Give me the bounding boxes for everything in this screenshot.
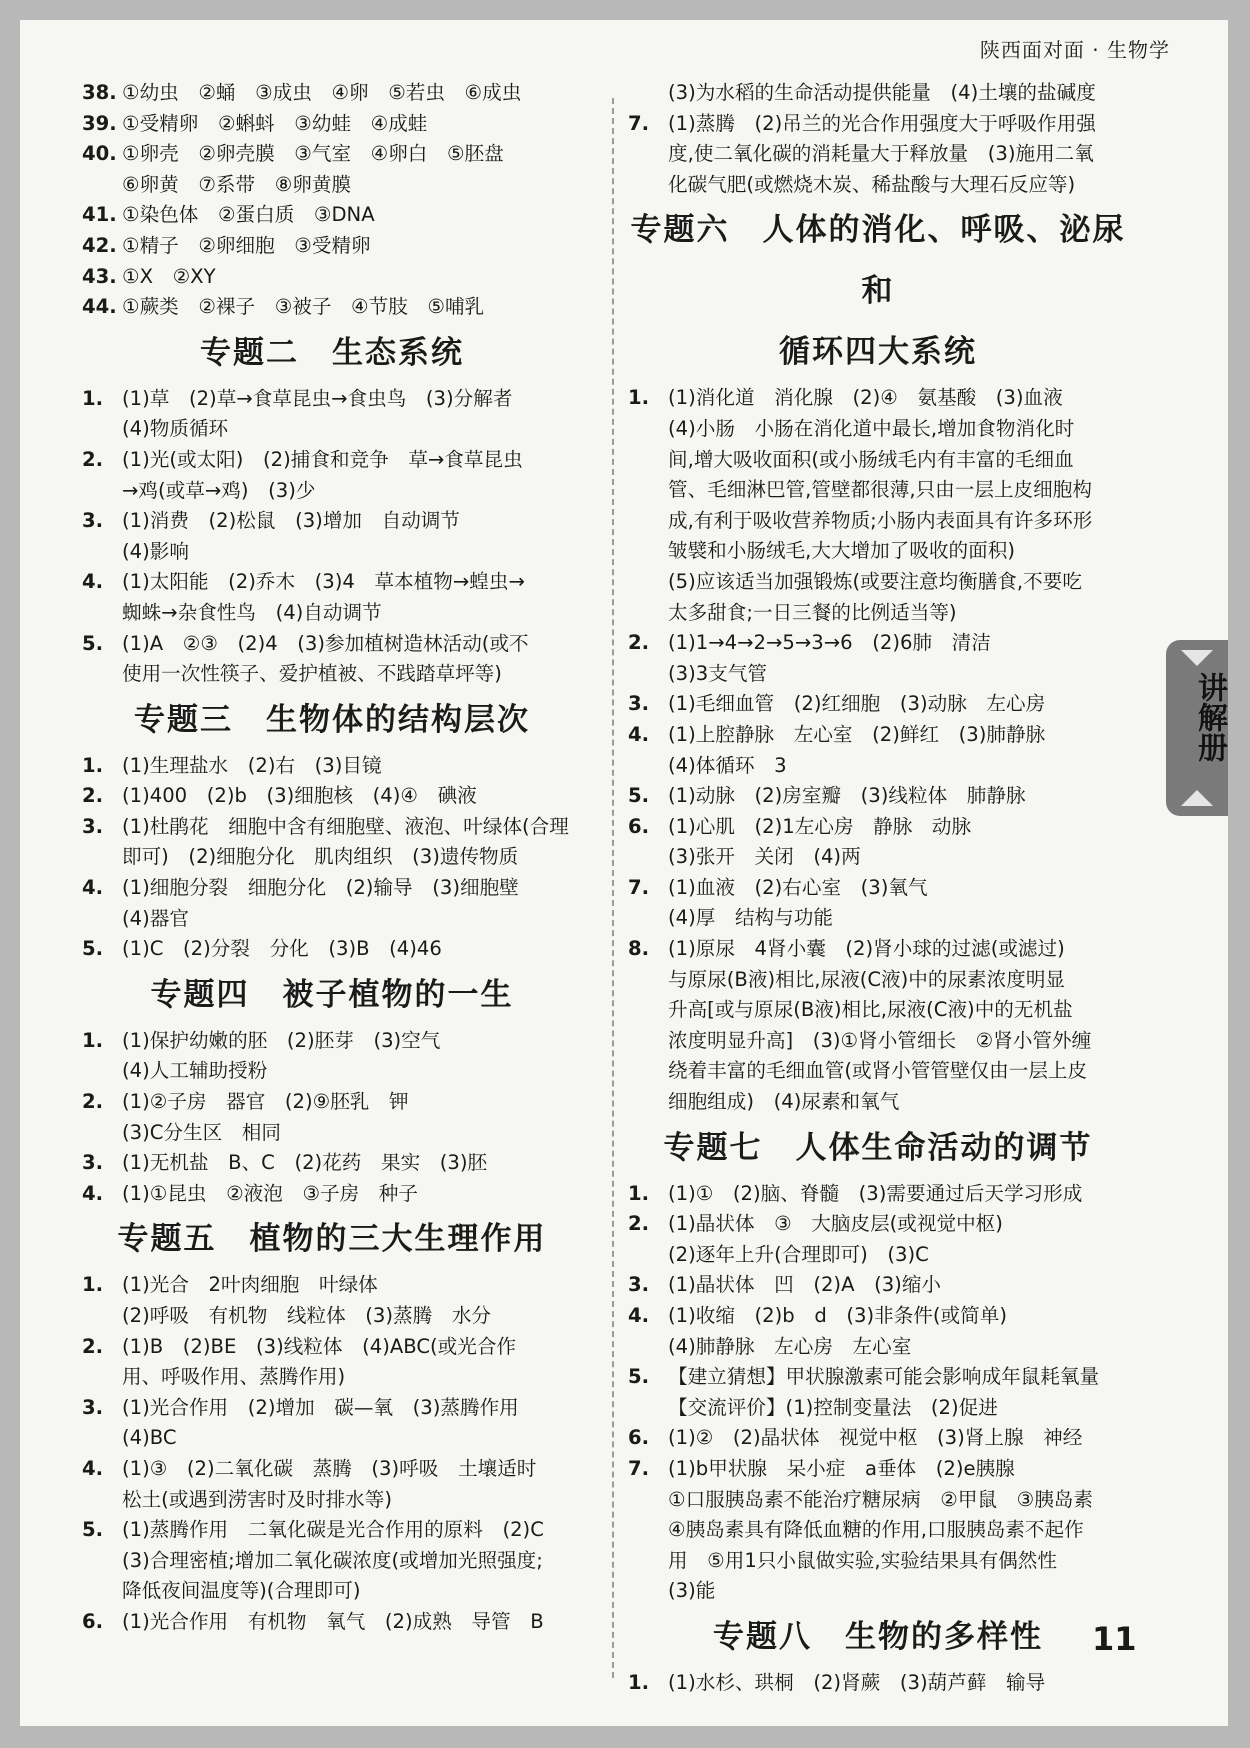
section-heading: 专题四 被子植物的一生 (150, 976, 514, 1013)
answer-text (668, 781, 1128, 812)
answer-line: 使用一次性筷子、爱护植被、不践踏草坪等) (122, 662, 502, 686)
answer-line: 与原尿(B液)相比,尿液(C液)中的尿素浓度明显 (668, 967, 1066, 991)
answer-text (668, 628, 1128, 689)
answer-line: (1)收缩 (2)b d (3)非条件(或简单) (668, 1304, 1007, 1327)
question-number: 1. (82, 1273, 104, 1297)
answer-text (122, 109, 582, 140)
answer-item (628, 1362, 1128, 1423)
question-number: 2. (628, 631, 650, 655)
answer-text (122, 1607, 582, 1638)
answer-item (628, 1301, 1128, 1362)
answer-line: 度,使二氧化碳的消耗量大于释放量 (3)施用二氧 (668, 142, 1094, 166)
question-number: 1. (628, 1181, 650, 1205)
answer-item (82, 1148, 582, 1179)
answer-item (82, 506, 582, 567)
answer-item (628, 873, 1128, 934)
answer-line: (1)蒸腾作用 二氧化碳是光合作用的原料 (2)C (122, 1518, 544, 1542)
answer-line: (1)光(或太阳) (2)捕食和竞争 草→食草昆虫 (122, 447, 523, 471)
question-number: 7. (628, 875, 650, 899)
answer-text (668, 1454, 1128, 1607)
answer-text (122, 1270, 582, 1331)
answer-item (82, 1332, 582, 1393)
question-number: 2. (82, 1334, 104, 1358)
answer-text (122, 781, 582, 812)
answer-text (122, 384, 582, 445)
page-header: 陕西面对面 · 生物学 (979, 38, 1170, 62)
answer-item (82, 262, 582, 293)
answer-text (668, 812, 1128, 873)
question-number: 4. (82, 570, 104, 594)
answer-item (82, 781, 582, 812)
answer-text (122, 231, 582, 262)
answer-line: (1)杜鹃花 细胞中含有细胞壁、液泡、叶绿体(合理 (122, 814, 569, 838)
answer-item (628, 720, 1128, 781)
page-number: 11 (1092, 1620, 1137, 1658)
answer-item (628, 812, 1128, 873)
question-number: 5. (82, 1518, 104, 1542)
answer-line: (1)无机盐 B、C (2)花药 果实 (3)胚 (122, 1151, 488, 1175)
answer-item (82, 567, 582, 628)
answer-line: 太多甜食;一日三餐的比例适当等) (668, 600, 957, 624)
answer-item (628, 1668, 1128, 1699)
answer-line: (1)A ②③ (2)4 (3)参加植树造林活动(或不 (122, 631, 529, 655)
question-number: 2. (628, 1212, 650, 1236)
answer-text (122, 1454, 582, 1515)
answer-line: (4)小肠 小肠在消化道中最长,增加食物消化时 (668, 416, 1075, 440)
section-heading: 专题三 生物体的结构层次 (134, 701, 530, 738)
question-number: 3. (82, 814, 104, 838)
left-column (82, 78, 582, 1638)
answer-item (628, 1179, 1128, 1210)
answer-item (82, 1179, 582, 1210)
question-number (628, 78, 668, 109)
answer-line: (3)C分生区 相同 (122, 1120, 281, 1144)
answer-text (668, 1362, 1128, 1423)
section-heading: 专题七 人体生命活动的调节 (663, 1129, 1093, 1166)
answer-line: ①X ②XY (122, 264, 216, 288)
question-number: 6. (628, 1426, 650, 1450)
answer-line: 降低夜间温度等)(合理即可) (122, 1579, 361, 1603)
answer-line: (1)② (2)晶状体 视觉中枢 (3)肾上腺 神经 (668, 1426, 1083, 1450)
arrow-down-icon (1181, 790, 1213, 806)
answer-line: (1)③ (2)二氧化碳 蒸腾 (3)呼吸 土壤适时 (122, 1456, 537, 1480)
answer-item (628, 1423, 1128, 1454)
answer-text (122, 1026, 582, 1087)
answer-line: (4)人工辅助授粉 (122, 1059, 268, 1083)
answer-line: (1)②子房 器官 (2)⑨胚乳 钾 (122, 1090, 409, 1114)
answer-line: 绕着丰富的毛细血管(或肾小管管壁仅由一层上皮 (668, 1059, 1088, 1083)
answer-item (82, 445, 582, 506)
answer-line: 细胞组成) (4)尿素和氧气 (668, 1090, 900, 1114)
answer-item (82, 934, 582, 965)
question-number: 4. (628, 722, 650, 746)
answer-item (82, 629, 582, 690)
answer-line: (1)光合 2叶肉细胞 叶绿体 (122, 1273, 378, 1297)
question-number: 43. (82, 264, 117, 288)
answer-item (82, 384, 582, 445)
answer-line: 管、毛细淋巴管,管壁都很薄,只由一层上皮细胞构 (668, 478, 1092, 502)
question-number: 8. (628, 937, 650, 961)
question-number: 1. (82, 386, 104, 410)
answer-text (122, 934, 582, 965)
side-tab-label: 讲解册 (1192, 672, 1227, 762)
question-number: 42. (82, 233, 117, 257)
answer-text (122, 1393, 582, 1454)
answer-line: (1)蒸腾 (2)吊兰的光合作用强度大于呼吸作用强 (668, 111, 1096, 135)
answer-item (82, 139, 582, 200)
section-heading: 专题二 生态系统 (200, 334, 464, 371)
arrow-up-icon (1181, 650, 1213, 666)
answer-text (122, 445, 582, 506)
section-heading: 循环四大系统 (779, 334, 977, 371)
answer-line: (4)体循环 3 (668, 753, 787, 777)
answer-text (668, 720, 1128, 781)
answer-line: (1)动脉 (2)房室瓣 (3)线粒体 肺静脉 (668, 784, 1026, 808)
question-number: 3. (82, 509, 104, 533)
answer-line: (4)器官 (122, 906, 189, 930)
answer-text (122, 812, 582, 873)
answer-line: ①口服胰岛素不能治疗糖尿病 ②甲鼠 ③胰岛素 (668, 1487, 1093, 1511)
column-divider (612, 98, 614, 1678)
answer-line: (1)心肌 (2)1左心房 静脉 动脉 (668, 814, 972, 838)
answer-line: (4)厚 结构与功能 (668, 906, 833, 930)
question-number: 1. (628, 1670, 650, 1694)
question-number: 3. (82, 1395, 104, 1419)
question-number: 6. (82, 1609, 104, 1633)
answer-text (122, 200, 582, 231)
answer-text (122, 139, 582, 200)
answer-item (82, 1454, 582, 1515)
answer-line: (1)消费 (2)松鼠 (3)增加 自动调节 (122, 509, 460, 533)
question-number: 2. (82, 1090, 104, 1114)
answer-line: (3)为水稻的生命活动提供能量 (4)土壤的盐碱度 (668, 81, 1096, 104)
question-number: 7. (628, 1456, 650, 1480)
answer-line: (3)张开 关闭 (4)两 (668, 845, 861, 869)
answer-line: (1)1→4→2→5→3→6 (2)6肺 清洁 (668, 631, 991, 655)
answer-item (628, 689, 1128, 720)
answer-line: (1)C (2)分裂 分化 (3)B (4)46 (122, 937, 442, 961)
answer-line: (2)逐年上升(合理即可) (3)C (668, 1242, 929, 1266)
answer-item (82, 1515, 582, 1607)
answer-text (668, 1423, 1128, 1454)
question-number: 3. (82, 1151, 104, 1175)
answer-line: (4)肺静脉 左心房 左心室 (668, 1334, 912, 1358)
answer-line: 浓度明显升高] (3)①肾小管细长 ②肾小管外缠 (668, 1028, 1092, 1052)
answer-line: ①染色体 ②蛋白质 ③DNA (122, 203, 375, 227)
question-number: 6. (628, 814, 650, 838)
answer-item (628, 78, 1128, 109)
answer-item (628, 109, 1128, 201)
answer-text (122, 751, 582, 782)
answer-line: (1)光合作用 有机物 氧气 (2)成熟 导管 B (122, 1609, 544, 1633)
question-number: 41. (82, 203, 117, 227)
answer-line: ⑥卵黄 ⑦系带 ⑧卵黄膜 (122, 172, 352, 196)
answer-line: (4)影响 (122, 539, 189, 563)
answer-line: (1)① (2)脑、脊髓 (3)需要通过后天学习形成 (668, 1181, 1083, 1205)
question-number: 7. (628, 111, 650, 135)
answer-text (122, 78, 582, 109)
answer-line: 松土(或遇到涝害时及时排水等) (122, 1487, 393, 1511)
answer-line: (1)①昆虫 ②液泡 ③子房 种子 (122, 1181, 418, 1205)
answer-line: ④胰岛素具有降低血糖的作用,口服胰岛素不起作 (668, 1518, 1084, 1542)
answer-line: (1)水杉、珙桐 (2)肾蕨 (3)葫芦藓 输导 (668, 1670, 1046, 1694)
answer-item (82, 812, 582, 873)
answer-item (82, 873, 582, 934)
answer-item (82, 1026, 582, 1087)
answer-line: ①精子 ②卵细胞 ③受精卵 (122, 233, 371, 257)
question-number: 3. (628, 1273, 650, 1297)
question-number: 5. (628, 1365, 650, 1389)
answer-line: (1)400 (2)b (3)细胞核 (4)④ 碘液 (122, 784, 477, 808)
question-number: 3. (628, 692, 650, 716)
answer-line: 即可) (2)细胞分化 肌肉组织 (3)遗传物质 (122, 845, 519, 869)
answer-line: 用、呼吸作用、蒸腾作用) (122, 1365, 346, 1389)
question-number: 4. (82, 1181, 104, 1205)
answer-item (628, 934, 1128, 1118)
answer-item (82, 751, 582, 782)
answer-line: (1)晶状体 凹 (2)A (3)缩小 (668, 1273, 942, 1297)
answer-line: 用 ⑤用1只小鼠做实验,实验结果具有偶然性 (668, 1548, 1057, 1572)
answer-text (668, 1209, 1128, 1270)
answer-text (668, 1270, 1128, 1301)
answer-text (668, 934, 1128, 1118)
answer-text (668, 1179, 1128, 1210)
answer-line: ①受精卵 ②蝌蚪 ③幼蛙 ④成蛙 (122, 111, 428, 135)
question-number: 1. (628, 386, 650, 410)
answer-text (122, 567, 582, 628)
answer-line: 间,增大吸收面积(或小肠绒毛内有丰富的毛细血 (668, 447, 1074, 471)
section-heading: 专题六 人体的消化、呼吸、泌尿和 (630, 212, 1126, 310)
answer-item (82, 292, 582, 323)
answer-text (668, 1668, 1128, 1699)
answer-item (82, 1393, 582, 1454)
side-tab-lecture-book[interactable] (1166, 640, 1228, 816)
answer-item (82, 109, 582, 140)
answer-text (122, 1179, 582, 1210)
section-heading: 专题八 生物的多样性 (713, 1618, 1043, 1655)
answer-line: (1)毛细血管 (2)红细胞 (3)动脉 左心房 (668, 692, 1046, 716)
answer-text (668, 383, 1128, 628)
answer-item (628, 781, 1128, 812)
answer-text (122, 1332, 582, 1393)
answer-line: (1)b甲状腺 呆小症 a垂体 (2)e胰腺 (668, 1456, 1015, 1480)
answer-line: (4)BC (122, 1426, 177, 1450)
answer-item (82, 200, 582, 231)
question-number: 4. (628, 1304, 650, 1327)
answer-line: 成,有利于吸收营养物质;小肠内表面具有许多环形 (668, 508, 1093, 532)
answer-item (82, 231, 582, 262)
answer-line: 皱襞和小肠绒毛,大大增加了吸收的面积) (668, 539, 1015, 563)
question-number: 1. (82, 1028, 104, 1052)
answer-text (668, 78, 1128, 109)
answer-item (628, 1209, 1128, 1270)
question-number: 39. (82, 111, 117, 135)
answer-line: 升高[或与原尿(B液)相比,尿液(C液)中的无机盐 (668, 998, 1073, 1022)
answer-item (82, 78, 582, 109)
answer-line: (1)光合作用 (2)增加 碳—氧 (3)蒸腾作用 (122, 1395, 519, 1419)
answer-text (668, 1301, 1128, 1362)
answer-line: (3)能 (668, 1579, 716, 1603)
answer-text (122, 1515, 582, 1607)
answer-line: 【交流评价】(1)控制变量法 (2)促进 (668, 1395, 998, 1419)
answer-item (628, 1454, 1128, 1607)
answer-item (628, 628, 1128, 689)
answer-line: 化碳气肥(或燃烧木炭、稀盐酸与大理石反应等) (668, 172, 1076, 196)
answer-text (122, 873, 582, 934)
answer-text (122, 262, 582, 293)
answer-line: ①幼虫 ②蛹 ③成虫 ④卵 ⑤若虫 ⑥成虫 (122, 81, 522, 104)
answer-item (82, 1087, 582, 1148)
question-number: 38. (82, 81, 117, 104)
answer-line: (2)呼吸 有机物 线粒体 (3)蒸腾 水分 (122, 1304, 492, 1327)
question-number: 4. (82, 876, 104, 900)
question-number: 4. (82, 1456, 104, 1480)
answer-text (122, 629, 582, 690)
answer-text (122, 292, 582, 323)
answer-item (628, 1270, 1128, 1301)
answer-text (668, 109, 1128, 201)
answer-line: (1)生理盐水 (2)右 (3)目镜 (122, 753, 382, 777)
answer-line: 【建立猜想】甲状腺激素可能会影响成年鼠耗氧量 (668, 1365, 1100, 1389)
section-heading: 专题五 植物的三大生理作用 (117, 1221, 547, 1258)
answer-line: (1)原尿 4肾小囊 (2)肾小球的过滤(或滤过) (668, 937, 1065, 961)
answer-line: (4)物质循环 (122, 417, 229, 441)
answer-item (82, 1607, 582, 1638)
question-number: 40. (82, 142, 117, 166)
right-column (628, 78, 1128, 1699)
question-number: 1. (82, 753, 104, 777)
answer-text (122, 1148, 582, 1179)
answer-line: (5)应该适当加强锻炼(或要注意均衡膳食,不要吃 (668, 569, 1082, 593)
answer-text (122, 1087, 582, 1148)
answer-line: 蜘蛛→杂食性鸟 (4)自动调节 (122, 600, 382, 624)
question-number: 5. (628, 784, 650, 808)
answer-line: (1)上腔静脉 左心室 (2)鲜红 (3)肺静脉 (668, 722, 1046, 746)
answer-line: ①卵壳 ②卵壳膜 ③气室 ④卵白 ⑤胚盘 (122, 142, 504, 166)
question-number: 5. (82, 631, 104, 655)
answer-line: (1)B (2)BE (3)线粒体 (4)ABC(或光合作 (122, 1334, 517, 1358)
answer-line: (1)血液 (2)右心室 (3)氧气 (668, 875, 928, 899)
answer-line: ①蕨类 ②裸子 ③被子 ④节肢 ⑤哺乳 (122, 295, 485, 319)
answer-item (82, 1270, 582, 1331)
answer-line: (1)保护幼嫩的胚 (2)胚芽 (3)空气 (122, 1028, 441, 1052)
answer-line: (1)太阳能 (2)乔木 (3)4 草本植物→蝗虫→ (122, 570, 525, 594)
answer-item (628, 383, 1128, 628)
question-number: 44. (82, 295, 117, 319)
answer-line: (3)合理密植;增加二氧化碳浓度(或增加光照强度; (122, 1548, 543, 1572)
answer-text (668, 873, 1128, 934)
answer-line: (1)消化道 消化腺 (2)④ 氨基酸 (3)血液 (668, 386, 1063, 410)
answer-line: (3)3支气管 (668, 661, 768, 685)
answer-text (668, 689, 1128, 720)
answer-text (122, 506, 582, 567)
question-number: 2. (82, 447, 104, 471)
answer-line: (1)细胞分裂 细胞分化 (2)输导 (3)细胞壁 (122, 876, 519, 900)
question-number: 2. (82, 784, 104, 808)
answer-line: →鸡(或草→鸡) (3)少 (122, 478, 316, 502)
answer-line: (1)草 (2)草→食草昆虫→食虫鸟 (3)分解者 (122, 386, 513, 410)
answer-line: (1)晶状体 ③ 大脑皮层(或视觉中枢) (668, 1212, 1003, 1236)
question-number: 5. (82, 937, 104, 961)
